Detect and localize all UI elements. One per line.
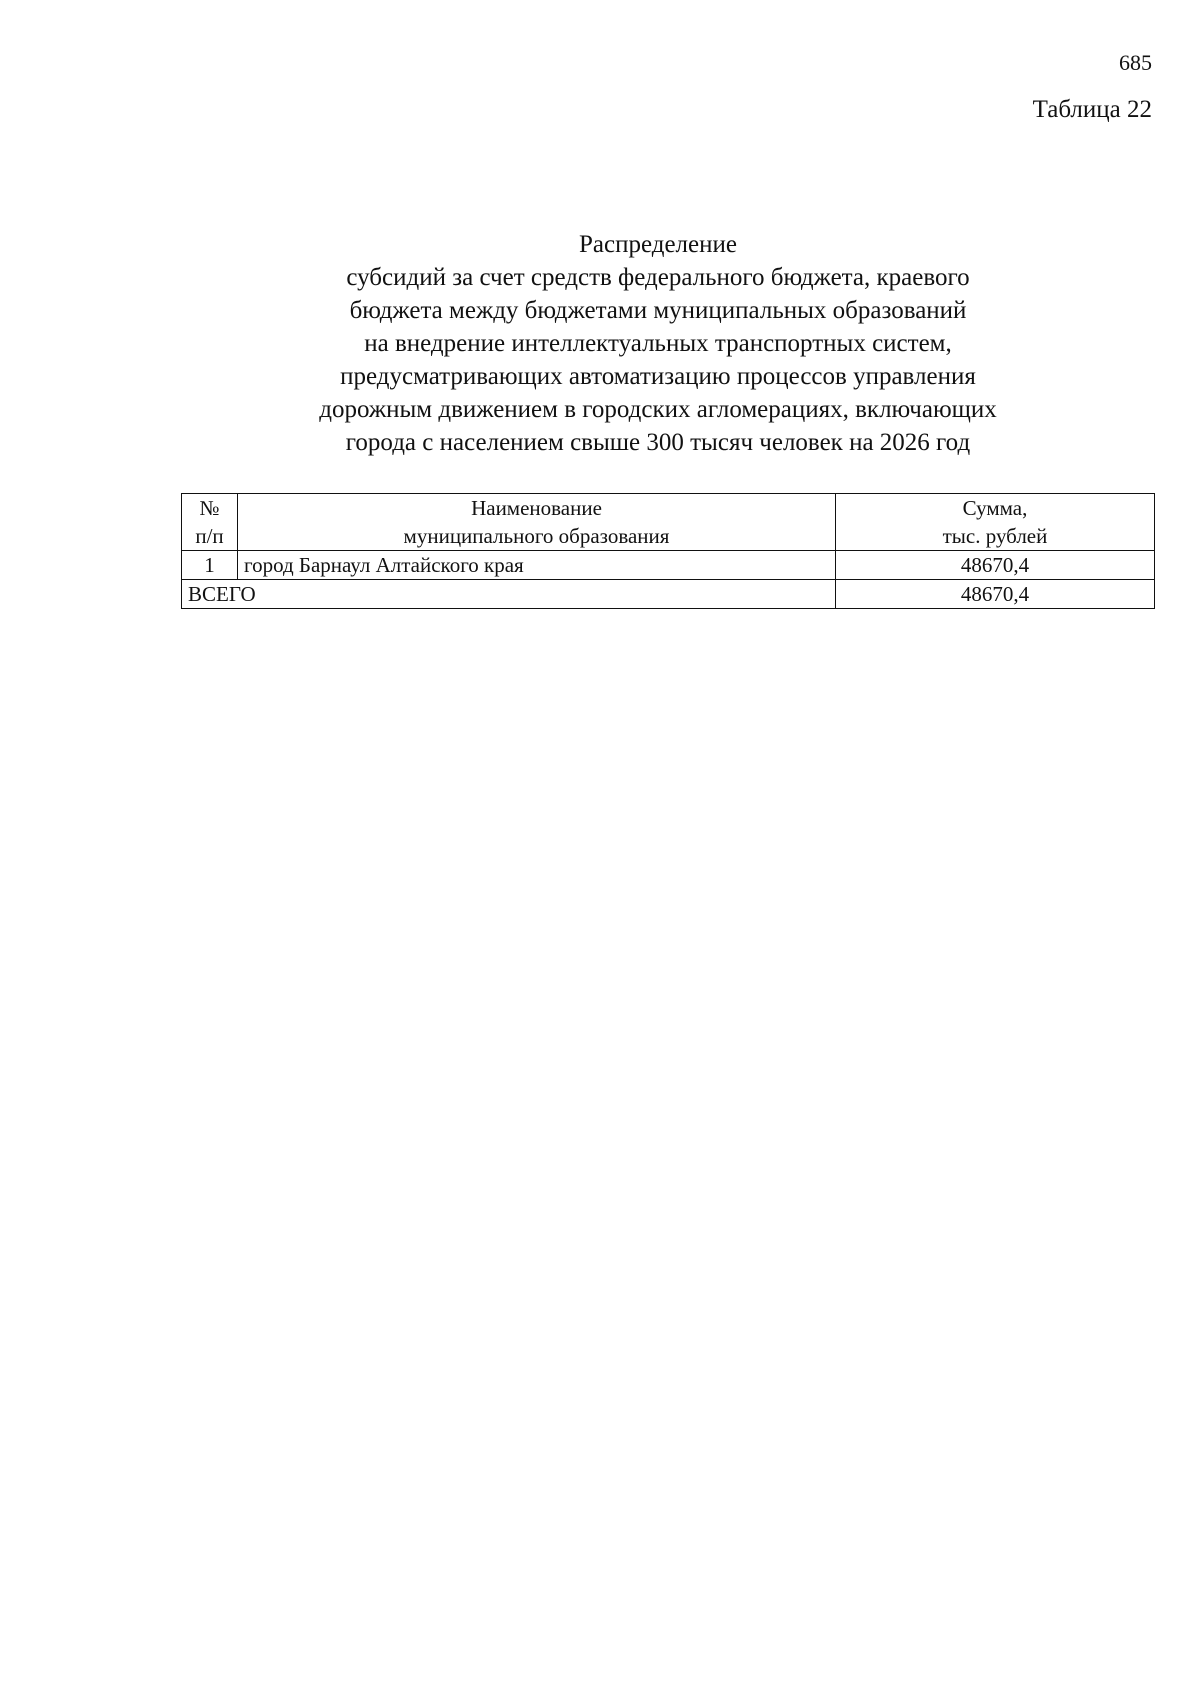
table-header-row (182, 494, 1155, 551)
document-title (168, 228, 1148, 459)
total-label: ВСЕГО (182, 580, 836, 609)
page-number: 685 (1119, 50, 1152, 75)
table-row (182, 551, 1155, 580)
title-line: дорожным движением в городских агломерациях, включающих (319, 396, 997, 423)
row-municipality: город Барнаул Алтайского края (238, 551, 836, 580)
title-line: на внедрение интеллектуальных транспортных систем, (364, 330, 952, 357)
header-sum (836, 494, 1155, 551)
row-num: 1 (182, 551, 238, 580)
total-sum: 48670,4 (836, 580, 1155, 609)
total-row (182, 580, 1155, 609)
header-num-line: п/п (195, 524, 224, 548)
title-line: Распределение (579, 231, 737, 258)
title-line: субсидий за счет средств федерального бюджета, краевого (346, 264, 970, 291)
row-sum: 48670,4 (836, 551, 1155, 580)
table-label: Таблица 22 (1032, 96, 1152, 123)
header-num-line: № (199, 496, 220, 520)
header-name (238, 494, 836, 551)
header-sum-line: тыс. рублей (942, 524, 1048, 548)
header-name-line: Наименование (471, 496, 602, 520)
header-sum-line: Сумма, (962, 496, 1028, 520)
subsidy-table (181, 493, 1155, 609)
title-line: города с населением свыше 300 тысяч человек на 2026 год (345, 429, 971, 456)
header-name-line: муниципального образования (403, 524, 670, 548)
title-line: бюджета между бюджетами муниципальных образований (349, 297, 967, 324)
header-num (182, 494, 238, 551)
title-line: предусматривающих автоматизацию процессов управления (340, 363, 976, 390)
